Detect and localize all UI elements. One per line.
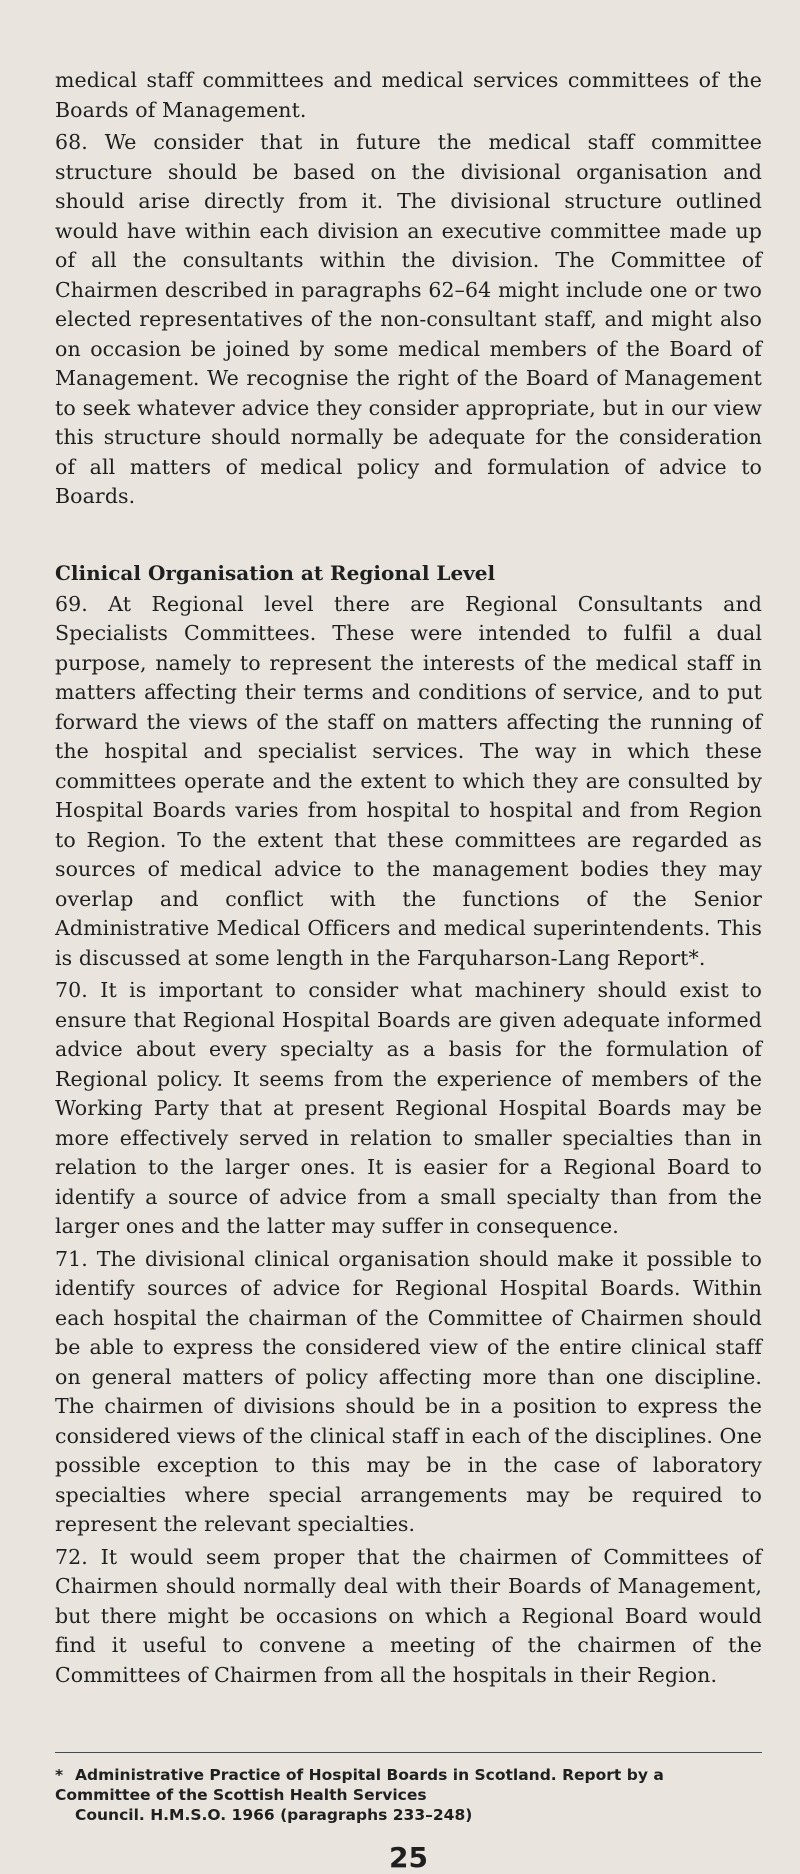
footnote-marker: * [55,1766,64,1784]
footnote-line-1: Administrative Practice of Hospital Boards in Scotland. Report by a Committee of the Scottish Health Services [55,1766,664,1804]
footnote-line-2: Council. H.M.S.O. 1966 (paragraphs 233–248) [75,1806,473,1824]
paragraph-69: 69. At Regional level there are Regional Consultants and Specialists Committees. These were intended to fulfil a dual purpose, namely to represent the interests of the medical staff in matters affecting their terms and conditions of service, and to put forward the views of the staff on matters affecting the running of the hospital and specialist services. The way in which these committees operate and the extent to which they are consulted by Hospital Boards varies from hospital to hospital and from Region to Region. To the extent that these committees are regarded as sources of medical advice to the management bodies they may overlap and conflict with the functions of the Senior Administrative Medical Officers and medical superintendents. This is discussed at some length in the Farquharson-Lang Report*. [55,591,762,970]
paragraph-71: 71. The divisional clinical organisation should make it possible to identify sources of advice for Regional Hospital Boards. Within each hospital the chairman of the Committee of Chairmen should be able to express the considered view of the entire clinical staff on general matters of policy affecting more than one discipline. The chairmen of divisions should be in a position to express the considered views of the clinical staff in each of the disciplines. One possible exception to this may be in the case of laboratory specialties where special arrangements may be required to represent the relevant specialties. [55,1246,762,1536]
paragraph-72: 72. It would seem proper that the chairmen of Committees of Chairmen should normally deal with their Boards of Management, but there might be occasions on which a Regional Board would find it useful to convene a meeting of the chairmen of the Committees of Chairmen from all the hospitals in their Region. [55,1544,762,1687]
section-heading: Clinical Organisation at Regional Level [55,560,496,585]
page-number: 25 [389,1841,428,1874]
footnote [55,1765,762,1825]
paragraph-68: 68. We consider that in future the medical staff committee structure should be based on the divisional organisation and should arise directly from it. The divisional structure outlined would have within each division an executive committee made up of all the consultants within the division. The Committee of Chairmen described in paragraphs 62–64 might include one or two elected representatives of the non-consultant staff, and might also on occasion be joined by some medical members of the Board of Management. We recognise the right of the Board of Management to seek whatever advice they consider appropriate, but in our view this structure should normally be adequate for the consideration of all matters of medical policy and formulation of advice to Boards. [55,130,762,508]
paragraph-70: 70. It is important to consider what machinery should exist to ensure that Regional Hospital Boards are given adequate informed advice about every specialty as a basis for the formulation of Regional policy. It seems from the experience of members of the Working Party that at present Regional Hospital Boards may be more effectively served in relation to smaller specialties than in relation to the larger ones. It is easier for a Regional Board to identify a source of advice from a small specialty than from the larger ones and the latter may suffer in consequence. [55,978,762,1238]
paragraph-continuation: medical staff committees and medical services committees of the Boards of Management. [55,68,762,122]
footnote-divider [55,1752,762,1753]
